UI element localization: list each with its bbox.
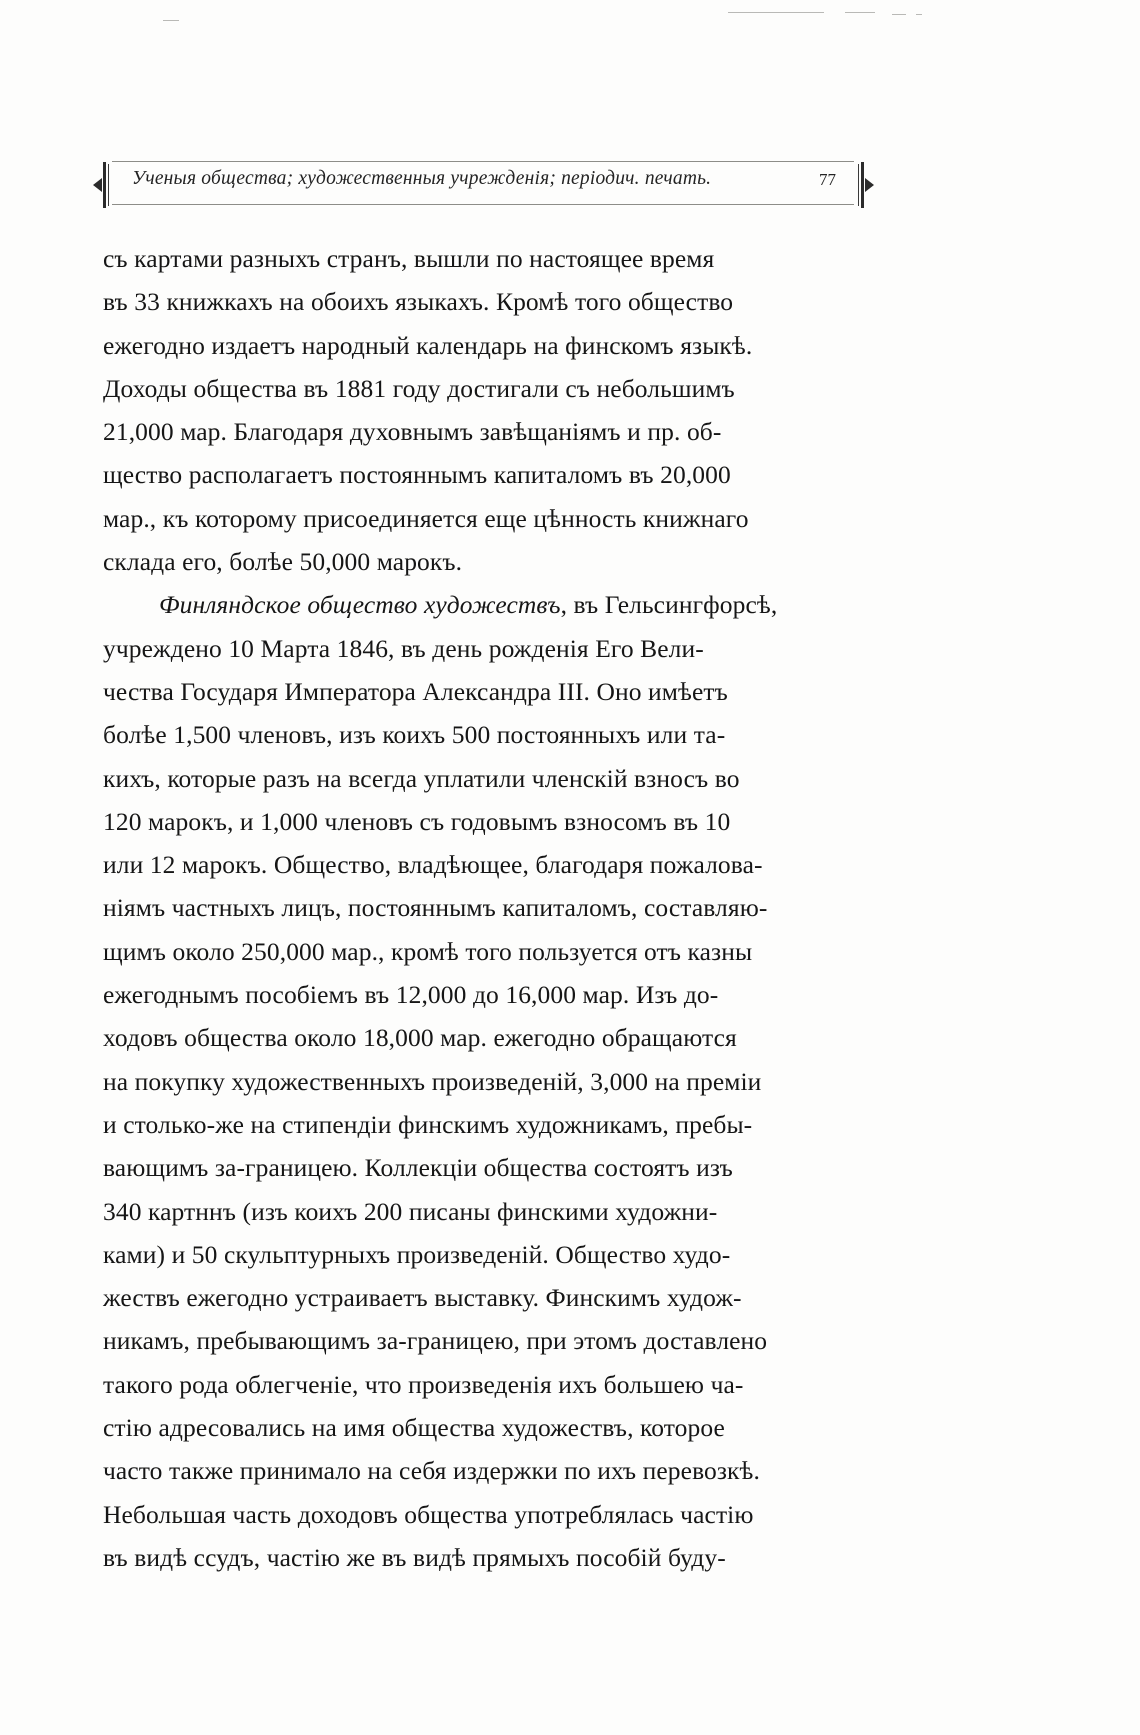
text-line: Доходы общества въ 1881 году достигали съ небольшимъ (103, 373, 735, 403)
ornament-left-icon (88, 155, 114, 210)
text-line: въ видѣ ссудъ, частію же въ видѣ прямыхъ пособій буду- (103, 1542, 726, 1572)
text-line: и столько-же на стипендіи финскимъ художникамъ, пребы- (103, 1109, 753, 1139)
scan-artifact (728, 12, 824, 13)
text-line: ежегодно издаетъ народный календарь на финскомъ языкѣ. (103, 330, 753, 360)
text-line: 340 картннъ (изъ коихъ 200 писаны финскими художни- (103, 1196, 718, 1226)
text-line: склада его, болѣе 50,000 марокъ. (103, 547, 463, 577)
header-rule-bottom (112, 204, 854, 205)
text-line: съ картами разныхъ странъ, вышли по настоящее время (103, 244, 715, 273)
scan-artifact (845, 12, 875, 13)
scan-artifact (892, 14, 906, 15)
text-line (103, 583, 870, 626)
scan-artifact (163, 20, 179, 21)
text-line: въ 33 книжкахъ на обоихъ языкахъ. Кромѣ того общество (103, 287, 734, 317)
header-title: Ученыя общества; художественныя учрежденія; періодич. печать. (132, 168, 712, 189)
text-run: , въ Гельсингфорсѣ, (560, 590, 778, 620)
text-line: вающимъ за-границею. Коллекціи общества состоятъ изъ (103, 1153, 733, 1183)
text-line: чества Государя Императора Александра III. Оно имѣетъ (103, 676, 728, 706)
text-line: ками) и 50 скульптурныхъ произведеній. Общество худо- (103, 1239, 731, 1269)
italic-title: Финляндское общество художествъ (159, 590, 561, 620)
page-number: 77 (819, 170, 836, 189)
text-line: 21,000 мар. Благодаря духовнымъ завѣщаніямъ и пр. об- (103, 417, 722, 447)
text-line: ніямъ частныхъ лицъ, постояннымъ капиталомъ, составляю- (103, 893, 768, 923)
text-line: 120 марокъ, и 1,000 членовъ съ годовымъ взносомъ въ 10 (103, 806, 731, 836)
text-line: Небольшая часть доходовъ общества употреблялась частію (103, 1499, 754, 1529)
text-line: ежегоднымъ пособіемъ въ 12,000 до 16,000 мар. Изъ до- (103, 980, 719, 1010)
text-line: или 12 марокъ. Общество, владѣющее, благодаря пожалова- (103, 850, 763, 880)
scan-artifact (916, 14, 922, 15)
text-line: жествъ ежегодно устраиваетъ выставку. Финскимъ худож- (103, 1283, 742, 1313)
text-line: ходовъ общества около 18,000 мар. ежегодно обращаются (103, 1023, 737, 1053)
text-line: болѣе 1,500 членовъ, изъ коихъ 500 постоянныхъ или та- (103, 720, 726, 750)
header-rule-top (112, 161, 854, 162)
text-line: учреждено 10 Марта 1846, въ день рожденія Его Вели- (103, 633, 704, 663)
body-text (103, 237, 870, 1579)
text-line: щимъ около 250,000 мар., кромѣ того пользуется отъ казны (103, 936, 753, 966)
text-line: часто также принимало на себя издержки по ихъ перевозкѣ. (103, 1456, 760, 1486)
text-line: на покупку художественныхъ произведеній, 3,000 на преміи (103, 1066, 762, 1096)
text-line: мар., къ которому присоединяется еще цѣнность книжнаго (103, 503, 749, 533)
text-line: щество располагаетъ постояннымъ капиталомъ въ 20,000 (103, 460, 731, 490)
text-line: стію адресовались на имя общества художествъ, которое (103, 1413, 725, 1443)
text-line: кихъ, которые разъ на всегда уплатили членскій взносъ во (103, 763, 740, 793)
ornament-right-icon (852, 155, 878, 210)
text-line: никамъ, пребывающимъ за-границею, при этомъ доставлено (103, 1326, 768, 1356)
running-head (88, 155, 878, 209)
text-line: такого рода облегченіе, что произведенія ихъ большею ча- (103, 1369, 744, 1399)
